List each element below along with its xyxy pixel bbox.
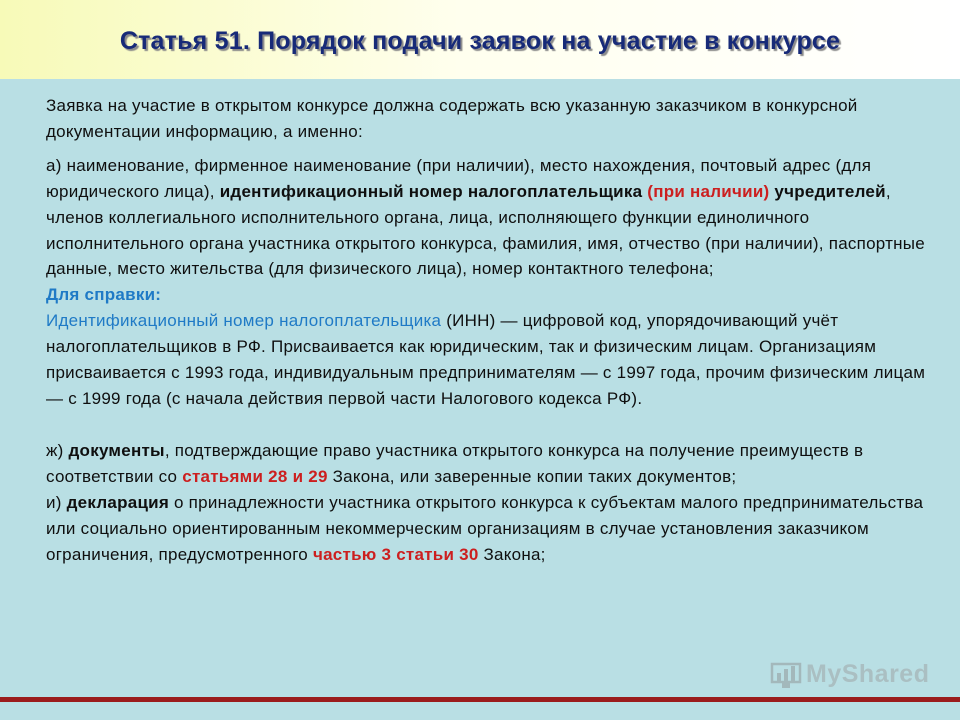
item-i-paragraph bbox=[46, 490, 936, 568]
slide-header bbox=[0, 0, 960, 79]
item-a-founders: учредителей bbox=[774, 181, 886, 201]
item-i-article-part: частью 3 статьи 30 bbox=[312, 544, 479, 564]
reference-term: Идентификационный номер налогоплательщика bbox=[46, 311, 442, 331]
intro-paragraph: Заявка на участие в открытом конкурсе должна содержать всю указанную заказчиком в конкурсной документации информацию, а именно: bbox=[46, 96, 858, 141]
reference-paragraph bbox=[46, 308, 936, 412]
watermark bbox=[770, 656, 930, 692]
item-zh-documents: документы bbox=[68, 440, 165, 460]
item-i-text-2: Закона; bbox=[478, 544, 546, 564]
item-a-paragraph bbox=[46, 153, 936, 283]
item-zh-articles-link: статьями 28 и 29 bbox=[182, 466, 328, 486]
bottom-accent-bar bbox=[0, 697, 960, 702]
item-zh-prefix: ж) bbox=[46, 440, 69, 460]
item-zh-text-2: Закона, или заверенные копии таких документов; bbox=[327, 466, 737, 486]
slide-body bbox=[46, 93, 936, 567]
item-a-text-2: , членов коллегиального исполнительного органа, лица, исполняющего функции единоличного исполнительного органа участника открытого конкурса, фамилия, имя, отчество (при наличии), паспортные данные, место жительства (для физического лица), номер контактного телефона; bbox=[46, 181, 925, 279]
item-zh-paragraph bbox=[46, 438, 936, 490]
item-zh-text-1: , подтверждающие право участника открытого конкурса на получение преимуществ в соответствии со bbox=[46, 440, 864, 486]
item-i-text-1: о принадлежности участника открытого конкурса к субъектам малого предпринимательства или социально ориентированным некоммерческим организациям в случае установления заказчиком ограничения, предусмотренного bbox=[46, 492, 924, 564]
slide-title: Статья 51. Порядок подачи заявок на участие в конкурсе bbox=[119, 27, 841, 55]
watermark-text: MyShared bbox=[806, 660, 930, 688]
reference-heading: Для справки: bbox=[46, 285, 162, 305]
chart-bars-icon bbox=[770, 658, 804, 690]
item-a-text-1: а) наименование, фирменное наименование (при наличии), место нахождения, почтовый адрес (для юридического лица), bbox=[46, 155, 872, 201]
item-a-if-available: (при наличии) bbox=[642, 181, 775, 201]
item-i-prefix: и) bbox=[46, 492, 67, 512]
item-i-declaration: декларация bbox=[66, 492, 170, 512]
reference-text: (ИНН) — цифровой код, упорядочивающий учёт налогоплательщиков в РФ. Присваивается как юридическим, так и физическим лицам. Организациям присваивается с 1993 года, индивидуальным предпринимателям — с 1997 года, прочим физическим лицам — с 1999 года (с начала действия первой части Налогового кодекса РФ). bbox=[46, 311, 926, 408]
item-a-inn-term: идентификационный номер налогоплательщика bbox=[219, 181, 643, 201]
